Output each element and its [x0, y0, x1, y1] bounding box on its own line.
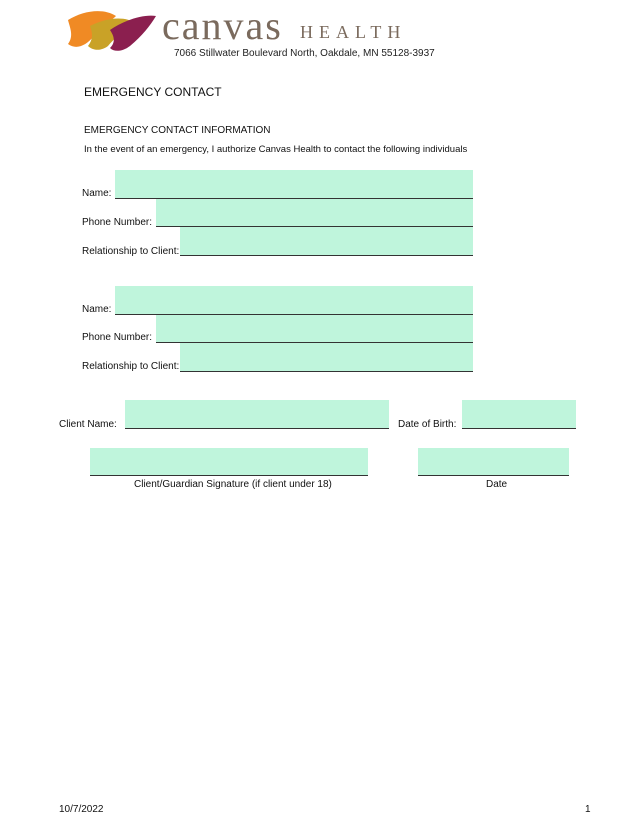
contact-2-name-field[interactable] [115, 286, 473, 315]
page-number: 1 [585, 804, 591, 815]
signature-caption: Client/Guardian Signature (if client under 18) [134, 479, 332, 490]
contact-1-relationship-field[interactable] [180, 227, 473, 256]
contact-1-name-field[interactable] [115, 170, 473, 199]
brand-name: canvas [162, 3, 283, 48]
contact-2-relationship-label: Relationship to Client: [82, 361, 180, 372]
form-title: EMERGENCY CONTACT [84, 85, 222, 99]
contact-1-name-label: Name: [82, 188, 112, 199]
contact-2-relationship-field[interactable] [180, 343, 473, 372]
dob-underline [462, 428, 576, 429]
signature-date-field[interactable] [418, 448, 569, 475]
signature-date-underline [418, 475, 569, 476]
footer-date: 10/7/2022 [59, 804, 104, 815]
canvas-health-logo-mark [64, 6, 160, 56]
contact-1-relationship-label: Relationship to Client: [82, 246, 180, 257]
signature-underline [90, 475, 368, 476]
contact-2-phone-label: Phone Number: [82, 332, 153, 343]
contact-2-name-label: Name: [82, 304, 112, 315]
header-address: 7066 Stillwater Boulevard North, Oakdale, MN 55128-3937 [174, 48, 435, 59]
section-title: EMERGENCY CONTACT INFORMATION [84, 125, 271, 136]
client-name-field[interactable] [125, 400, 389, 428]
contact-1-phone-label: Phone Number: [82, 217, 153, 228]
client-name-label: Client Name: [59, 419, 117, 430]
contact-2-phone-field[interactable] [156, 315, 473, 343]
dob-label: Date of Birth: [398, 419, 457, 430]
client-name-underline [125, 428, 389, 429]
contact-1-phone-field[interactable] [156, 199, 473, 227]
signature-field[interactable] [90, 448, 368, 475]
intro-text: In the event of an emergency, I authorize Canvas Health to contact the following individuals [84, 144, 468, 155]
signature-date-caption: Date [486, 479, 508, 490]
dob-field[interactable] [462, 400, 576, 428]
brand-suffix: HEALTH [300, 22, 407, 42]
